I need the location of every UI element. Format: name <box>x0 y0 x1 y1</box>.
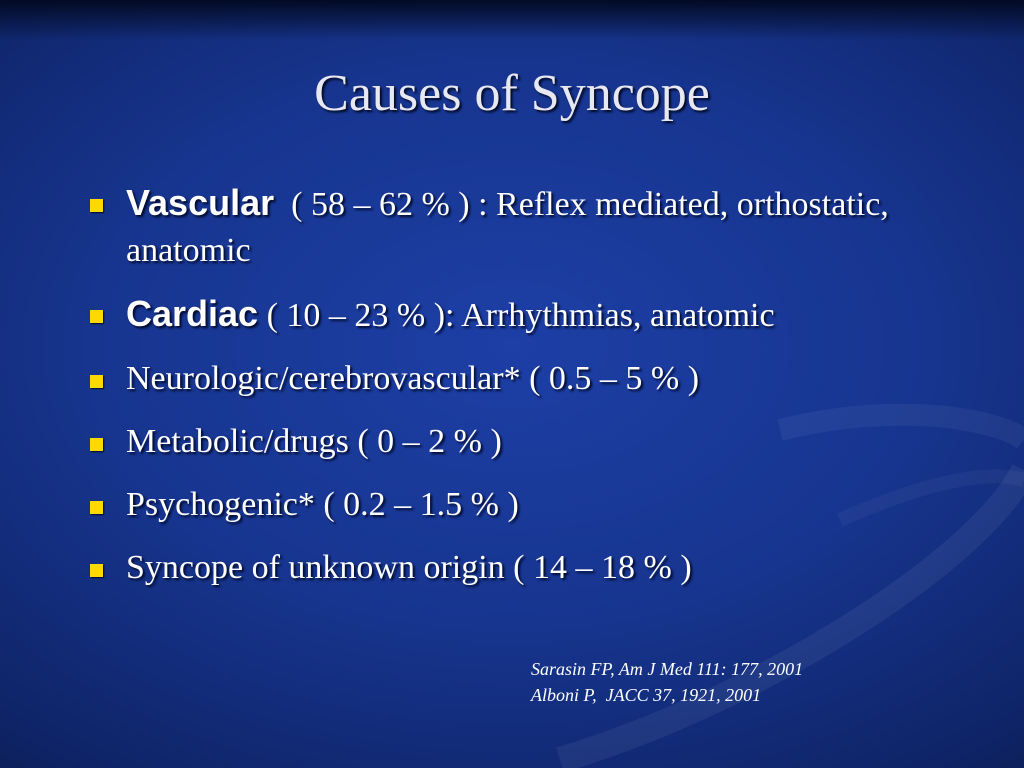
square-bullet-icon <box>90 564 103 577</box>
bullet-list <box>88 180 968 608</box>
bullet-text: Psychogenic* ( 0.2 – 1.5 % ) <box>126 486 519 523</box>
bullet-text: Metabolic/drugs ( 0 – 2 % ) <box>126 423 502 460</box>
bullet-text: Syncope of unknown origin ( 14 – 18 % ) <box>126 549 692 586</box>
bullet-lead: Cardiac <box>126 293 259 334</box>
bullet-item-vascular <box>88 180 968 274</box>
reference-line: Alboni P, JACC 37, 1921, 2001 <box>531 685 762 705</box>
bullet-item-cardiac <box>88 291 968 339</box>
bullet-text: ( 10 – 23 % ): Arrhythmias, anatomic <box>258 297 775 334</box>
reference-line: Sarasin FP, Am J Med 111: 177, 2001 <box>531 659 804 679</box>
square-bullet-icon <box>90 199 103 212</box>
bullet-item-unknown-origin <box>88 545 968 591</box>
bullet-item-psychogenic <box>88 482 968 528</box>
bullet-text: ( 58 – 62 % ) : Reflex mediated, orthostatic, anatomic <box>126 186 898 269</box>
references <box>531 656 803 708</box>
square-bullet-icon <box>90 375 103 388</box>
slide-title: Causes of Syncope <box>314 65 710 122</box>
bullet-text: Neurologic/cerebrovascular* ( 0.5 – 5 % ) <box>126 360 700 397</box>
square-bullet-icon <box>90 310 103 323</box>
square-bullet-icon <box>90 501 103 514</box>
bullet-item-neurologic <box>88 356 968 402</box>
bullet-item-metabolic <box>88 419 968 465</box>
bullet-lead: Vascular <box>126 182 275 223</box>
square-bullet-icon <box>90 438 103 451</box>
